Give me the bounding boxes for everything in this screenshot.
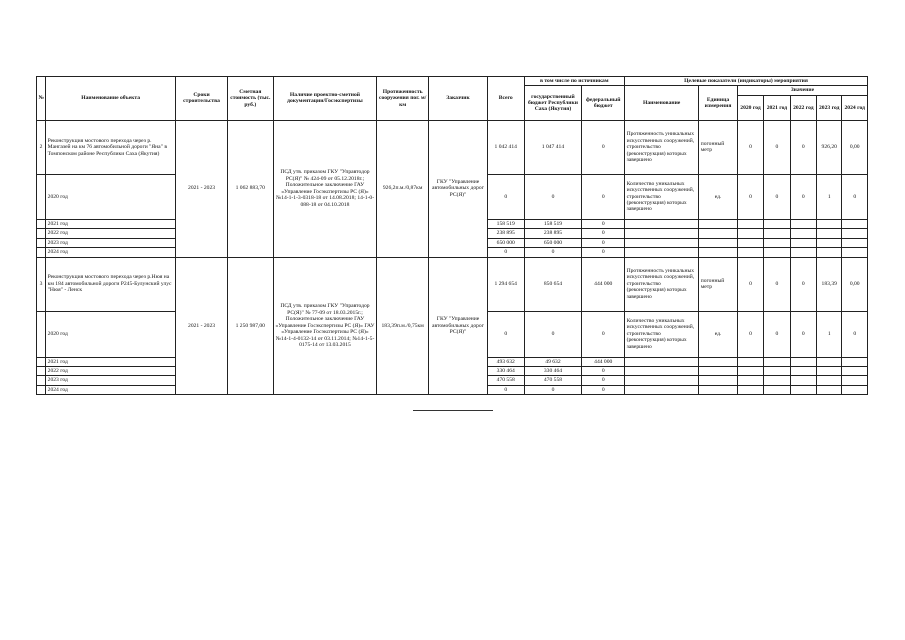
indicator-value: 0	[790, 257, 816, 311]
year-label: 2022 год	[46, 366, 176, 375]
year-federal: 0	[582, 219, 625, 228]
object-cost: 1 250 987,00	[227, 257, 273, 395]
year-total: 493 632	[487, 357, 524, 366]
indicator-length-unit: погонный метр	[699, 120, 738, 174]
table-row	[37, 120, 868, 174]
col-targets-header: Целевые показатели (индикаторы) мероприятия	[625, 77, 868, 86]
year-label: 2021 год	[46, 357, 176, 366]
year-federal: 0	[582, 385, 625, 394]
year-total: 158 519	[487, 219, 524, 228]
year-total: 0	[487, 248, 524, 257]
table-row	[37, 257, 868, 311]
object-cost: 1 062 883,70	[227, 120, 273, 257]
indicator-count-name: Количество уникальных искусственных сооружений, строительство (реконструкция) которых завершено	[625, 311, 699, 357]
year-state: 0	[524, 311, 582, 357]
year-label: 2021 год	[46, 219, 176, 228]
col-state-budget-header: государственный бюджет Республики Саха (Якутия)	[524, 86, 582, 120]
col-terms-header: Сроки строительства	[176, 77, 228, 121]
indicator-value: 0	[842, 174, 868, 219]
indicator-count-unit: ед.	[699, 174, 738, 219]
year-state: 330 464	[524, 366, 582, 375]
year-federal: 0	[582, 229, 625, 238]
object-federal-budget: 0	[582, 120, 625, 174]
year-label: 2020 год	[46, 174, 176, 219]
year-label: 2024 год	[46, 385, 176, 394]
year-label: 2020 год	[46, 311, 176, 357]
object-number: 3	[37, 257, 46, 311]
col-value-header: Значение	[737, 86, 867, 95]
year-federal: 444 000	[582, 357, 625, 366]
col-year-2021-header: 2021 год	[764, 95, 790, 120]
object-total: 1 294 654	[487, 257, 524, 311]
year-label: 2024 год	[46, 248, 176, 257]
indicator-value: 1	[817, 311, 842, 357]
object-terms: 2021 - 2023	[176, 257, 228, 395]
col-year-2023-header: 2023 год	[817, 95, 842, 120]
program-table	[36, 76, 868, 395]
indicator-value: 1	[817, 174, 842, 219]
indicator-value: 0	[737, 257, 763, 311]
col-customer-header: Заказчик	[429, 77, 488, 121]
year-total: 650 000	[487, 238, 524, 247]
indicator-value: 0	[764, 174, 790, 219]
indicator-value: 0	[764, 120, 790, 174]
indicator-value: 183,39	[817, 257, 842, 311]
year-state: 0	[524, 248, 582, 257]
indicator-value: 0,00	[842, 257, 868, 311]
object-state-budget: 1 047 414	[524, 120, 582, 174]
col-docs-header: Наличие проектно-сметной документации/Госэкспертизы	[273, 77, 377, 121]
indicator-value: 0	[737, 120, 763, 174]
object-name: Реконструкция мостового перехода через р. Мангазей на км 76 автомобильной дороги "Яна" в Томпонском районе Республики Саха (Якутия)	[46, 120, 176, 174]
object-terms: 2021 - 2023	[176, 120, 228, 257]
indicator-value: 0,00	[842, 120, 868, 174]
object-federal-budget: 444 000	[582, 257, 625, 311]
object-docs: ПСД утв. приказом ГКУ "Управтодор РС(Я)" № 77-09 от 18.03.2015г.; Положительное заключение ГАУ «Управление Госэкспертизы РС (Я)» ГАУ «Управление Госэкспертизы РС (Я)» №14-1-4-0132-14 от 03.11.2014; №14-1-5-0175-14 от 13.03.2015	[273, 257, 377, 395]
col-length-header: Протяженность сооружения пог. м/км	[377, 77, 429, 121]
year-total: 0	[487, 311, 524, 357]
indicator-length-name: Протяженность уникальных искусственных сооружений, строительство (реконструкция) которых завершено	[625, 257, 699, 311]
year-federal: 0	[582, 174, 625, 219]
object-name: Реконструкция мостового перехода через р.Нюя на км 184 автомобильной дороги Р245-Булунский улус "Нюя" - Ленск	[46, 257, 176, 311]
indicator-value: 0	[790, 120, 816, 174]
year-state: 49 632	[524, 357, 582, 366]
col-cost-header: Сметная стоимость (тыс. руб.)	[227, 77, 273, 121]
col-year-2022-header: 2022 год	[790, 95, 816, 120]
year-federal: 0	[582, 238, 625, 247]
indicator-value: 0	[790, 174, 816, 219]
col-year-2024-header: 2024 год	[842, 95, 868, 120]
indicator-value: 926,20	[817, 120, 842, 174]
object-state-budget: 850 654	[524, 257, 582, 311]
year-total: 0	[487, 174, 524, 219]
year-label: 2022 год	[46, 229, 176, 238]
object-customer: ГКУ "Управление автомобильных дорог РС(Я)"	[429, 257, 488, 395]
indicator-value: 0	[764, 311, 790, 357]
indicator-value: 0	[842, 311, 868, 357]
year-federal: 0	[582, 376, 625, 385]
indicator-value: 0	[737, 311, 763, 357]
indicator-count-name: Количество уникальных искусственных сооружений, строительство (реконструкция) которых завершено	[625, 174, 699, 219]
col-indicator-name-header: Наименование	[625, 86, 699, 120]
year-state: 158 519	[524, 219, 582, 228]
col-name-header: Наименование объекта	[46, 77, 176, 121]
object-total: 1 042 414	[487, 120, 524, 174]
indicator-count-unit: ед.	[699, 311, 738, 357]
indicator-length-unit: погонный метр	[699, 257, 738, 311]
year-state: 0	[524, 174, 582, 219]
year-federal: 0	[582, 311, 625, 357]
indicator-value: 0	[764, 257, 790, 311]
year-total: 238 895	[487, 229, 524, 238]
year-label: 2023 год	[46, 238, 176, 247]
col-unit-header: Единица измерения	[699, 86, 738, 120]
indicator-length-name: Протяженность уникальных искусственных сооружений, строительство (реконструкция) которых завершено	[625, 120, 699, 174]
year-federal: 0	[582, 248, 625, 257]
year-federal: 0	[582, 366, 625, 375]
col-including-header: в том числе по источникам	[524, 77, 625, 86]
year-state: 650 000	[524, 238, 582, 247]
object-length: 183,39п.м./0,75км	[377, 257, 429, 395]
indicator-value: 0	[790, 311, 816, 357]
year-state: 470 558	[524, 376, 582, 385]
object-number: 2	[37, 120, 46, 174]
year-total: 0	[487, 385, 524, 394]
year-total: 470 558	[487, 376, 524, 385]
col-no-header: №	[37, 77, 46, 121]
year-state: 238 895	[524, 229, 582, 238]
year-label: 2023 год	[46, 376, 176, 385]
indicator-value: 0	[737, 174, 763, 219]
year-total: 330 464	[487, 366, 524, 375]
col-year-2020-header: 2020 год	[737, 95, 763, 120]
object-customer: ГКУ "Управление автомобильных дорог РС(Я)"	[429, 120, 488, 257]
object-length: 926,2п.м./0,87км	[377, 120, 429, 257]
col-total-header: Всего	[487, 77, 524, 121]
object-docs: ПСД утв. приказом ГКУ "Управтодор РС(Я)" № 424-09 от 05.12.2018г.; Положительное заключение ГАУ «Управление Госэкспертизы РС (Я)» №14-1-1-3-0318-18 от 14.08.2018; 14-1-0-088-18 от 04.10.2018	[273, 120, 377, 257]
footer-rule	[413, 410, 493, 411]
year-state: 0	[524, 385, 582, 394]
col-federal-budget-header: федеральный бюджет	[582, 86, 625, 120]
